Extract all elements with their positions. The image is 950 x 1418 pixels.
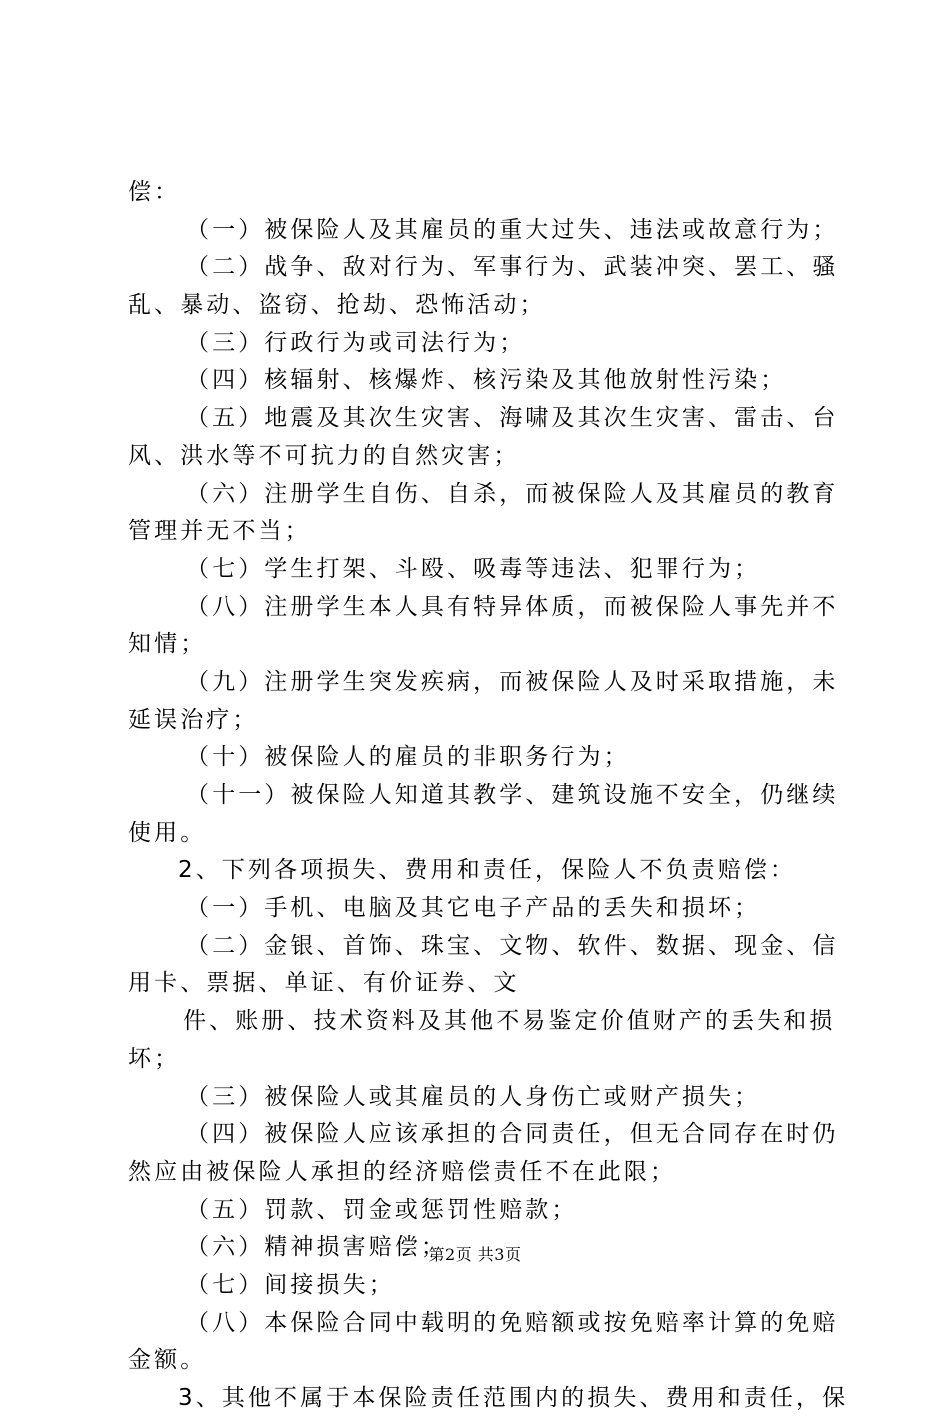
text-line: （五）地震及其次生灾害、海啸及其次生灾害、雷击、台 xyxy=(186,405,839,432)
text-line: （一）被保险人及其雇员的重大过失、违法或故意行为； xyxy=(186,216,839,243)
text-line: 用卡、票据、单证、有价证券、文 xyxy=(128,970,520,997)
text-line: （十一）被保险人知道其教学、建筑设施不安全，仍继续 xyxy=(186,782,839,808)
text-line: （八）注册学生本人具有特异体质，而被保险人事先并不 xyxy=(186,593,839,620)
text-line: 乱、暴动、盗窃、抢劫、恐怖活动； xyxy=(128,292,546,319)
text-line: （七）学生打架、斗殴、吸毒等违法、犯罪行为； xyxy=(186,555,761,582)
text-line: 延误治疗； xyxy=(128,706,259,733)
text-line: 使用。 xyxy=(128,819,207,846)
text-line: （九）注册学生突发疾病，而被保险人及时采取措施，未 xyxy=(186,668,839,695)
text-line: （二）金银、首饰、珠宝、文物、软件、数据、现金、信 xyxy=(186,932,839,959)
document-body xyxy=(128,174,849,1418)
text-line: （七）间接损失； xyxy=(186,1271,395,1298)
text-line: 偿： xyxy=(128,179,181,205)
text-line: （十）被保险人的雇员的非职务行为； xyxy=(186,744,630,771)
text-line: 管理并无不当； xyxy=(128,518,311,545)
page-footer: 第2页 共3页 xyxy=(428,1245,522,1264)
text-line: 金额。 xyxy=(128,1347,207,1374)
text-line: （四）被保险人应该承担的合同责任，但无合同存在时仍 xyxy=(186,1121,839,1148)
text-line: 2、下列各项损失、费用和责任，保险人不负责赔偿： xyxy=(178,857,797,884)
text-line: （二）战争、敌对行为、军事行为、武装冲突、罢工、骚 xyxy=(186,254,839,281)
text-line: 风、洪水等不可抗力的自然灾害； xyxy=(128,442,520,469)
text-line: （一）手机、电脑及其它电子产品的丢失和损坏； xyxy=(186,895,761,922)
text-line: （八）本保险合同中载明的免赔额或按免赔率计算的免赔 xyxy=(186,1309,839,1336)
text-line: （六）精神损害赔偿； xyxy=(186,1234,447,1261)
text-line: 坏； xyxy=(128,1045,181,1072)
text-line: （四）核辐射、核爆炸、核污染及其他放射性污染； xyxy=(186,367,787,394)
text-line: 然应由被保险人承担的经济赔偿责任不在此限； xyxy=(128,1158,677,1185)
text-line: （六）注册学生自伤、自杀，而被保险人及其雇员的教育 xyxy=(186,480,839,507)
text-line: 知情； xyxy=(128,631,207,658)
text-line: （三）被保险人或其雇员的人身伤亡或财产损失； xyxy=(186,1083,761,1110)
text-line: （三）行政行为或司法行为； xyxy=(186,329,526,356)
text-line: 3、其他不属于本保险责任范围内的损失、费用和责任，保 xyxy=(178,1385,849,1411)
text-line: 件、账册、技术资料及其他不易鉴定价值财产的丢失和损 xyxy=(183,1008,836,1035)
text-line: （五）罚款、罚金或惩罚性赔款； xyxy=(186,1196,578,1223)
